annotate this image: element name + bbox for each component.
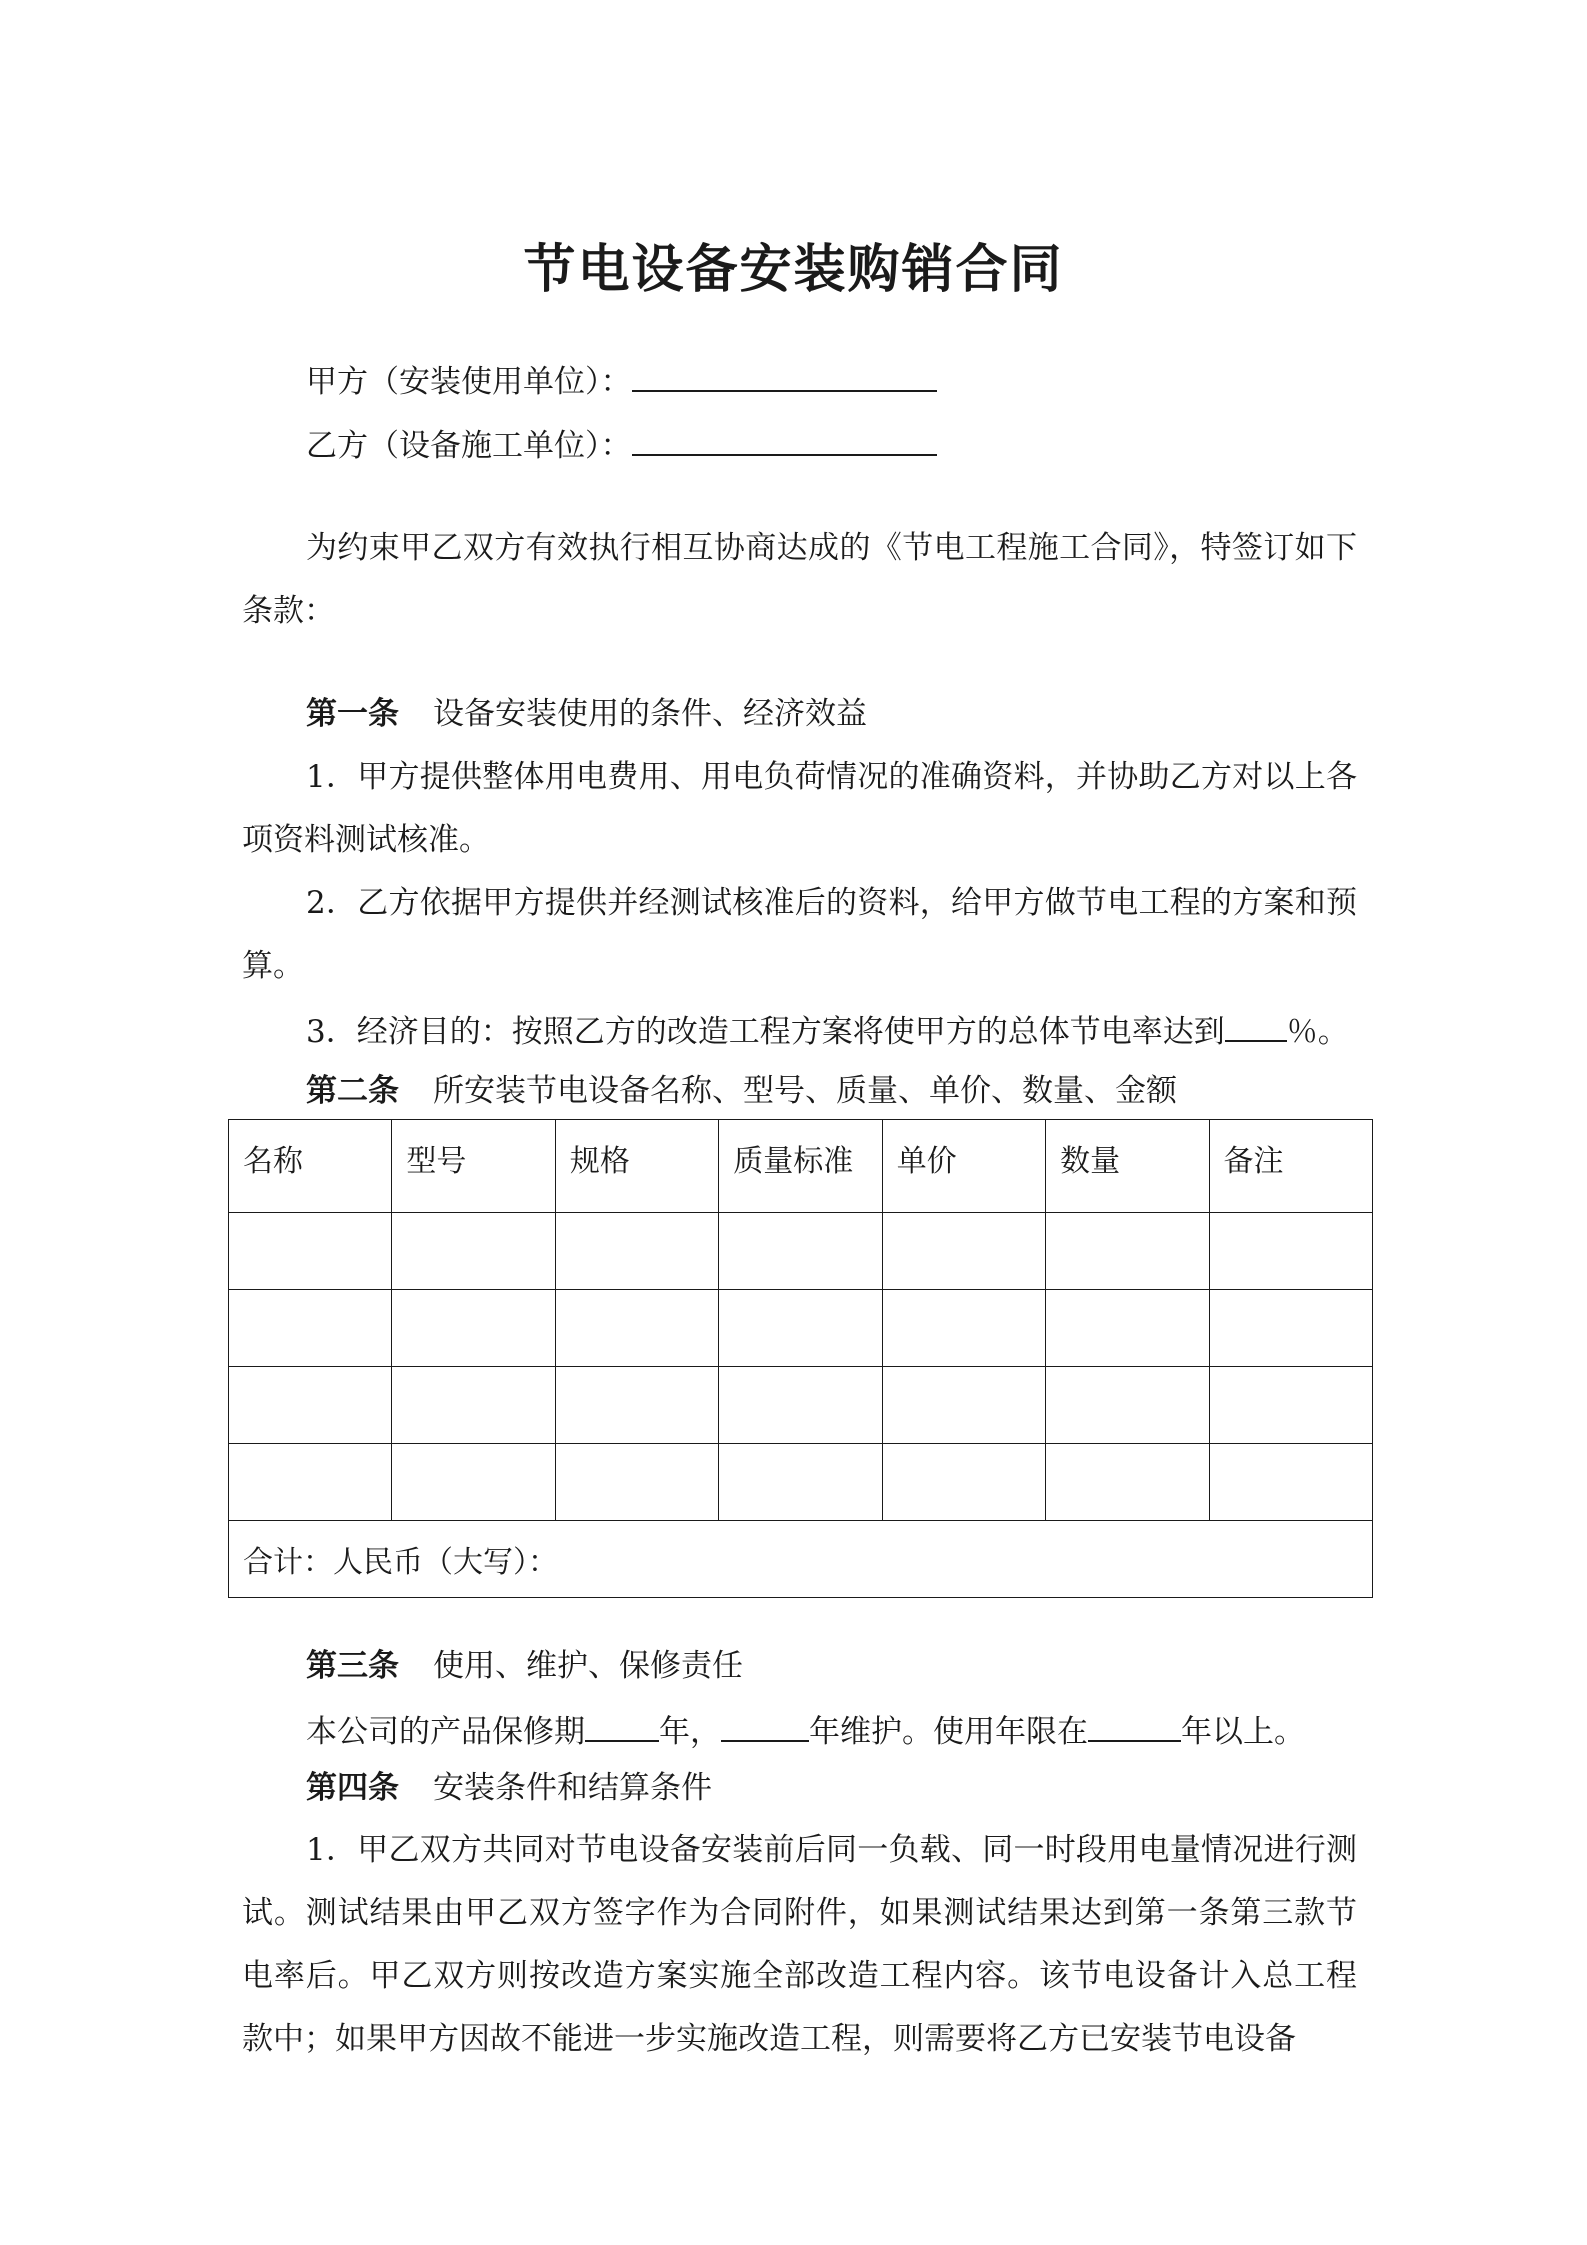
warranty-text-3: 年维护。使用年限在	[809, 1714, 1088, 1750]
table-cell[interactable]	[719, 1213, 882, 1290]
table-cell[interactable]	[882, 1290, 1045, 1367]
intro-paragraph: 为约束甲乙双方有效执行相互协商达成的《节电工程施工合同》，特签订如下条款：	[242, 530, 1357, 629]
table-cell[interactable]	[882, 1213, 1045, 1290]
table-cell[interactable]	[392, 1290, 555, 1367]
table-cell[interactable]	[555, 1213, 718, 1290]
party-b-line	[306, 420, 937, 468]
article1-heading	[306, 692, 867, 736]
warranty-text-1: 本公司的产品保修期	[306, 1714, 585, 1750]
table-cell[interactable]	[1046, 1290, 1209, 1367]
party-a-blank[interactable]	[632, 356, 937, 392]
table-cell[interactable]	[392, 1367, 555, 1444]
warranty-text-4: 年以上。	[1181, 1714, 1305, 1750]
article4-title: 安装条件和结算条件	[433, 1770, 712, 1806]
header-quantity: 数量	[1046, 1120, 1209, 1213]
table-cell[interactable]	[1209, 1290, 1372, 1367]
table-cell[interactable]	[1046, 1213, 1209, 1290]
article2-number: 第二条	[306, 1073, 399, 1109]
table-cell[interactable]	[229, 1367, 392, 1444]
article1-item3	[306, 1006, 1349, 1054]
table-cell[interactable]	[719, 1444, 882, 1521]
document-title: 节电设备安装购销合同	[523, 239, 1064, 300]
header-model: 型号	[392, 1120, 555, 1213]
article3-number: 第三条	[306, 1648, 399, 1684]
party-b-blank[interactable]	[632, 420, 937, 456]
article1-item3-text: 3．经济目的：按照乙方的改造工程方案将使甲方的总体节电率达到	[306, 1014, 1225, 1050]
article4-heading	[306, 1766, 712, 1810]
table-cell[interactable]	[392, 1444, 555, 1521]
table-cell[interactable]	[1046, 1444, 1209, 1521]
equipment-table	[228, 1119, 1373, 1598]
article2-title: 所安装节电设备名称、型号、质量、单价、数量、金额	[433, 1073, 1177, 1109]
table-cell[interactable]	[555, 1367, 718, 1444]
table-cell[interactable]	[555, 1444, 718, 1521]
article1-item1: 1．甲方提供整体用电费用、用电负荷情况的准确资料，并协助乙方对以上各项资料测试核准。	[242, 759, 1357, 858]
total-amount-cell[interactable]: 合计：人民币（大写）：	[229, 1521, 1373, 1598]
article4-item1: 1．甲乙双方共同对节电设备安装前后同一负载、同一时段用电量情况进行测试。测试结果由甲乙双方签字作为合同附件，如果测试结果达到第一条第三款节电率后。甲乙双方则按改造方案实施全部改造工程内容。该节电设备计入总工程款中；如果甲方因故不能进一步实施改造工程，则需要将乙方已安装节电设备	[242, 1832, 1357, 2057]
table-cell[interactable]	[1046, 1367, 1209, 1444]
table-total-row	[229, 1521, 1373, 1598]
article1-number: 第一条	[306, 696, 399, 732]
table-header-row	[229, 1120, 1373, 1213]
party-a-line	[306, 356, 937, 404]
table-cell[interactable]	[719, 1367, 882, 1444]
article4-number: 第四条	[306, 1770, 399, 1806]
table-row	[229, 1290, 1373, 1367]
article1-item2: 2．乙方依据甲方提供并经测试核准后的资料，给甲方做节电工程的方案和预算。	[242, 885, 1357, 984]
table-cell[interactable]	[555, 1290, 718, 1367]
party-a-label: 甲方（安装使用单位）：	[306, 364, 632, 400]
header-remarks: 备注	[1209, 1120, 1372, 1213]
table-cell[interactable]	[229, 1213, 392, 1290]
article1-title: 设备安装使用的条件、经济效益	[433, 696, 867, 732]
table-row	[229, 1213, 1373, 1290]
table-row	[229, 1444, 1373, 1521]
article3-title: 使用、维护、保修责任	[433, 1648, 743, 1684]
article3-heading	[306, 1644, 743, 1688]
table-cell[interactable]	[882, 1444, 1045, 1521]
service-life-blank[interactable]	[1088, 1706, 1181, 1742]
warranty-text-2: 年，	[659, 1714, 721, 1750]
table-cell[interactable]	[1209, 1213, 1372, 1290]
table-cell[interactable]	[719, 1290, 882, 1367]
maintenance-years-blank[interactable]	[721, 1706, 809, 1742]
header-spec: 规格	[555, 1120, 718, 1213]
header-name: 名称	[229, 1120, 392, 1213]
table-row	[229, 1367, 1373, 1444]
article1-item3-suffix: ％。	[1286, 1014, 1349, 1050]
table-cell[interactable]	[1209, 1444, 1372, 1521]
table-cell[interactable]	[229, 1444, 392, 1521]
header-quality-standard: 质量标准	[719, 1120, 882, 1213]
warranty-years-blank[interactable]	[585, 1706, 659, 1742]
table-cell[interactable]	[1209, 1367, 1372, 1444]
table-cell[interactable]	[882, 1367, 1045, 1444]
saving-rate-blank[interactable]	[1225, 1006, 1287, 1042]
table-cell[interactable]	[392, 1213, 555, 1290]
header-unit-price: 单价	[882, 1120, 1045, 1213]
party-b-label: 乙方（设备施工单位）：	[306, 428, 632, 464]
article2-heading	[306, 1069, 1177, 1113]
article3-warranty-line	[306, 1706, 1305, 1754]
table-cell[interactable]	[229, 1290, 392, 1367]
